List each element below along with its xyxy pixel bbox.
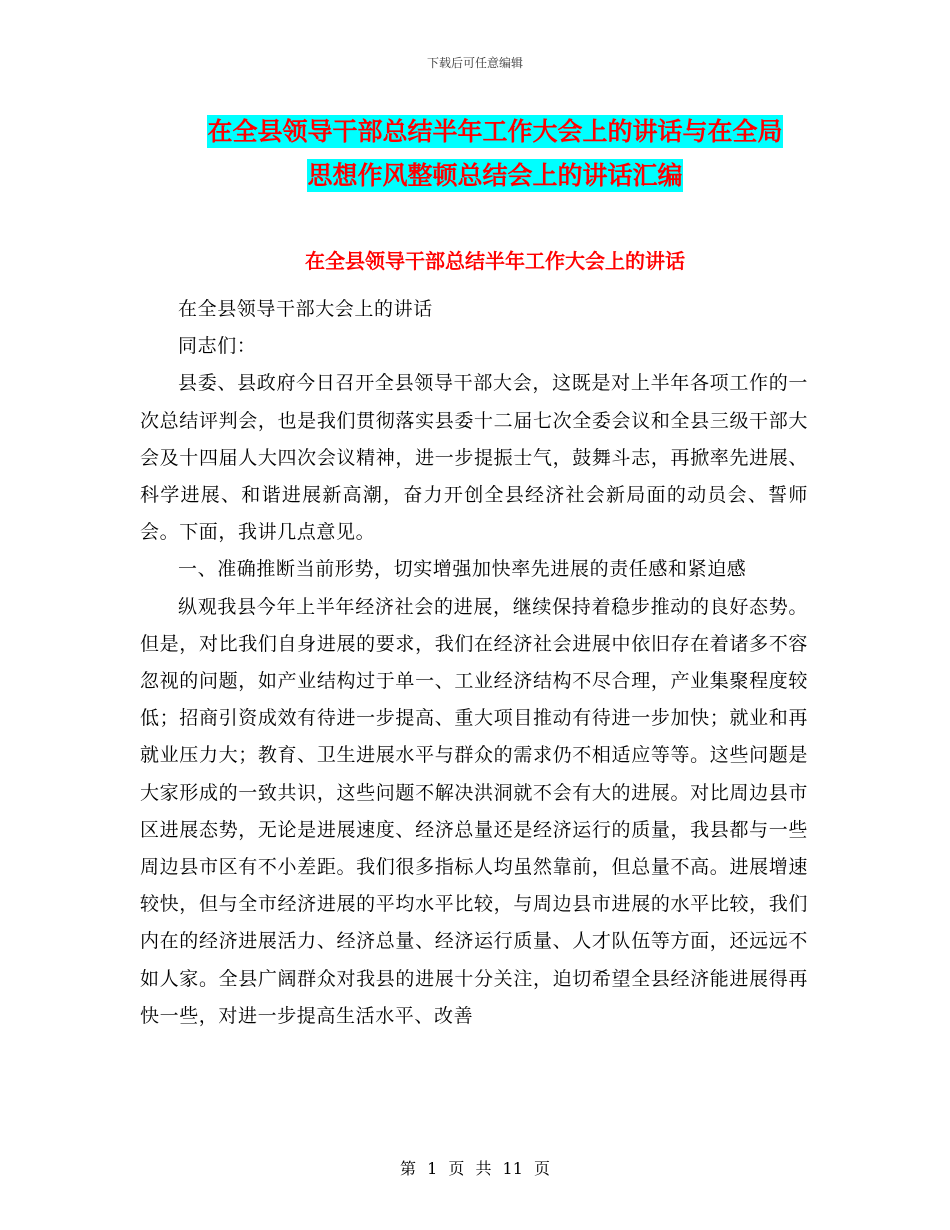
page-number-footer: 第 1 页 共 11 页: [400, 1159, 550, 1178]
section-title: 在全县领导干部总结半年工作大会上的讲话: [305, 249, 685, 273]
document-body: [140, 291, 808, 1035]
title-line-2: 思想作风整顿总结会上的讲话汇编: [307, 161, 683, 190]
paragraph-body: 纵观我县今年上半年经济社会的进展，继续保持着稳步推动的良好态势。但是，对比我们自身进展的要求，我们在经济社会进展中依旧存在着诸多不容忽视的问题，如产业结构过于单一、工业经济结构不尽合理，产业集聚程度较低；招商引资成效有待进一步提高、重大项目推动有待进一步加快；就业和再就业压力大；教育、卫生进展水平与群众的需求仍不相适应等等。这些问题是大家形成的一致共识，这些问题不解决洪洞就不会有大的进展。对比周边县市区进展态势，无论是进展速度、经济总量还是经济运行的质量，我县都与一些周边县市区有不小差距。我们很多指标人均虽然靠前，但总量不高。进展增速较快，但与全市经济进展的平均水平比较，与周边县市进展的水平比较，我们内在的经济进展活力、经济总量、经济运行质量、人才队伍等方面，还远远不如人家。全县广阔群众对我县的进展十分关注，迫切希望全县经济能进展得再快一些，对进一步提高生活水平、改善: [140, 595, 808, 1027]
paragraph-intro: 县委、县政府今日召开全县领导干部大会，这既是对上半年各项工作的一次总结评判会，也是我们贯彻落实县委十二届七次全委会议和全县三级干部大会及十四届人大四次会议精神，进一步提振士气，鼓舞斗志，再掀率先进展、科学进展、和谐进展新高潮，奋力开创全县经济社会新局面的动员会、誓师会。下面，我讲几点意见。: [140, 372, 808, 544]
header-note: 下载后可任意编辑: [426, 56, 523, 70]
paragraph-heading-1: 一、准确推断当前形势，切实增强加快率先进展的责任感和紧迫感: [178, 558, 747, 581]
paragraph-subtitle: 在全县领导干部大会上的讲话: [178, 298, 433, 320]
paragraph-salutation: 同志们：: [178, 335, 257, 358]
title-line-1: 在全县领导干部总结半年工作大会上的讲话与在全局: [207, 117, 783, 146]
document-title: [140, 110, 850, 198]
